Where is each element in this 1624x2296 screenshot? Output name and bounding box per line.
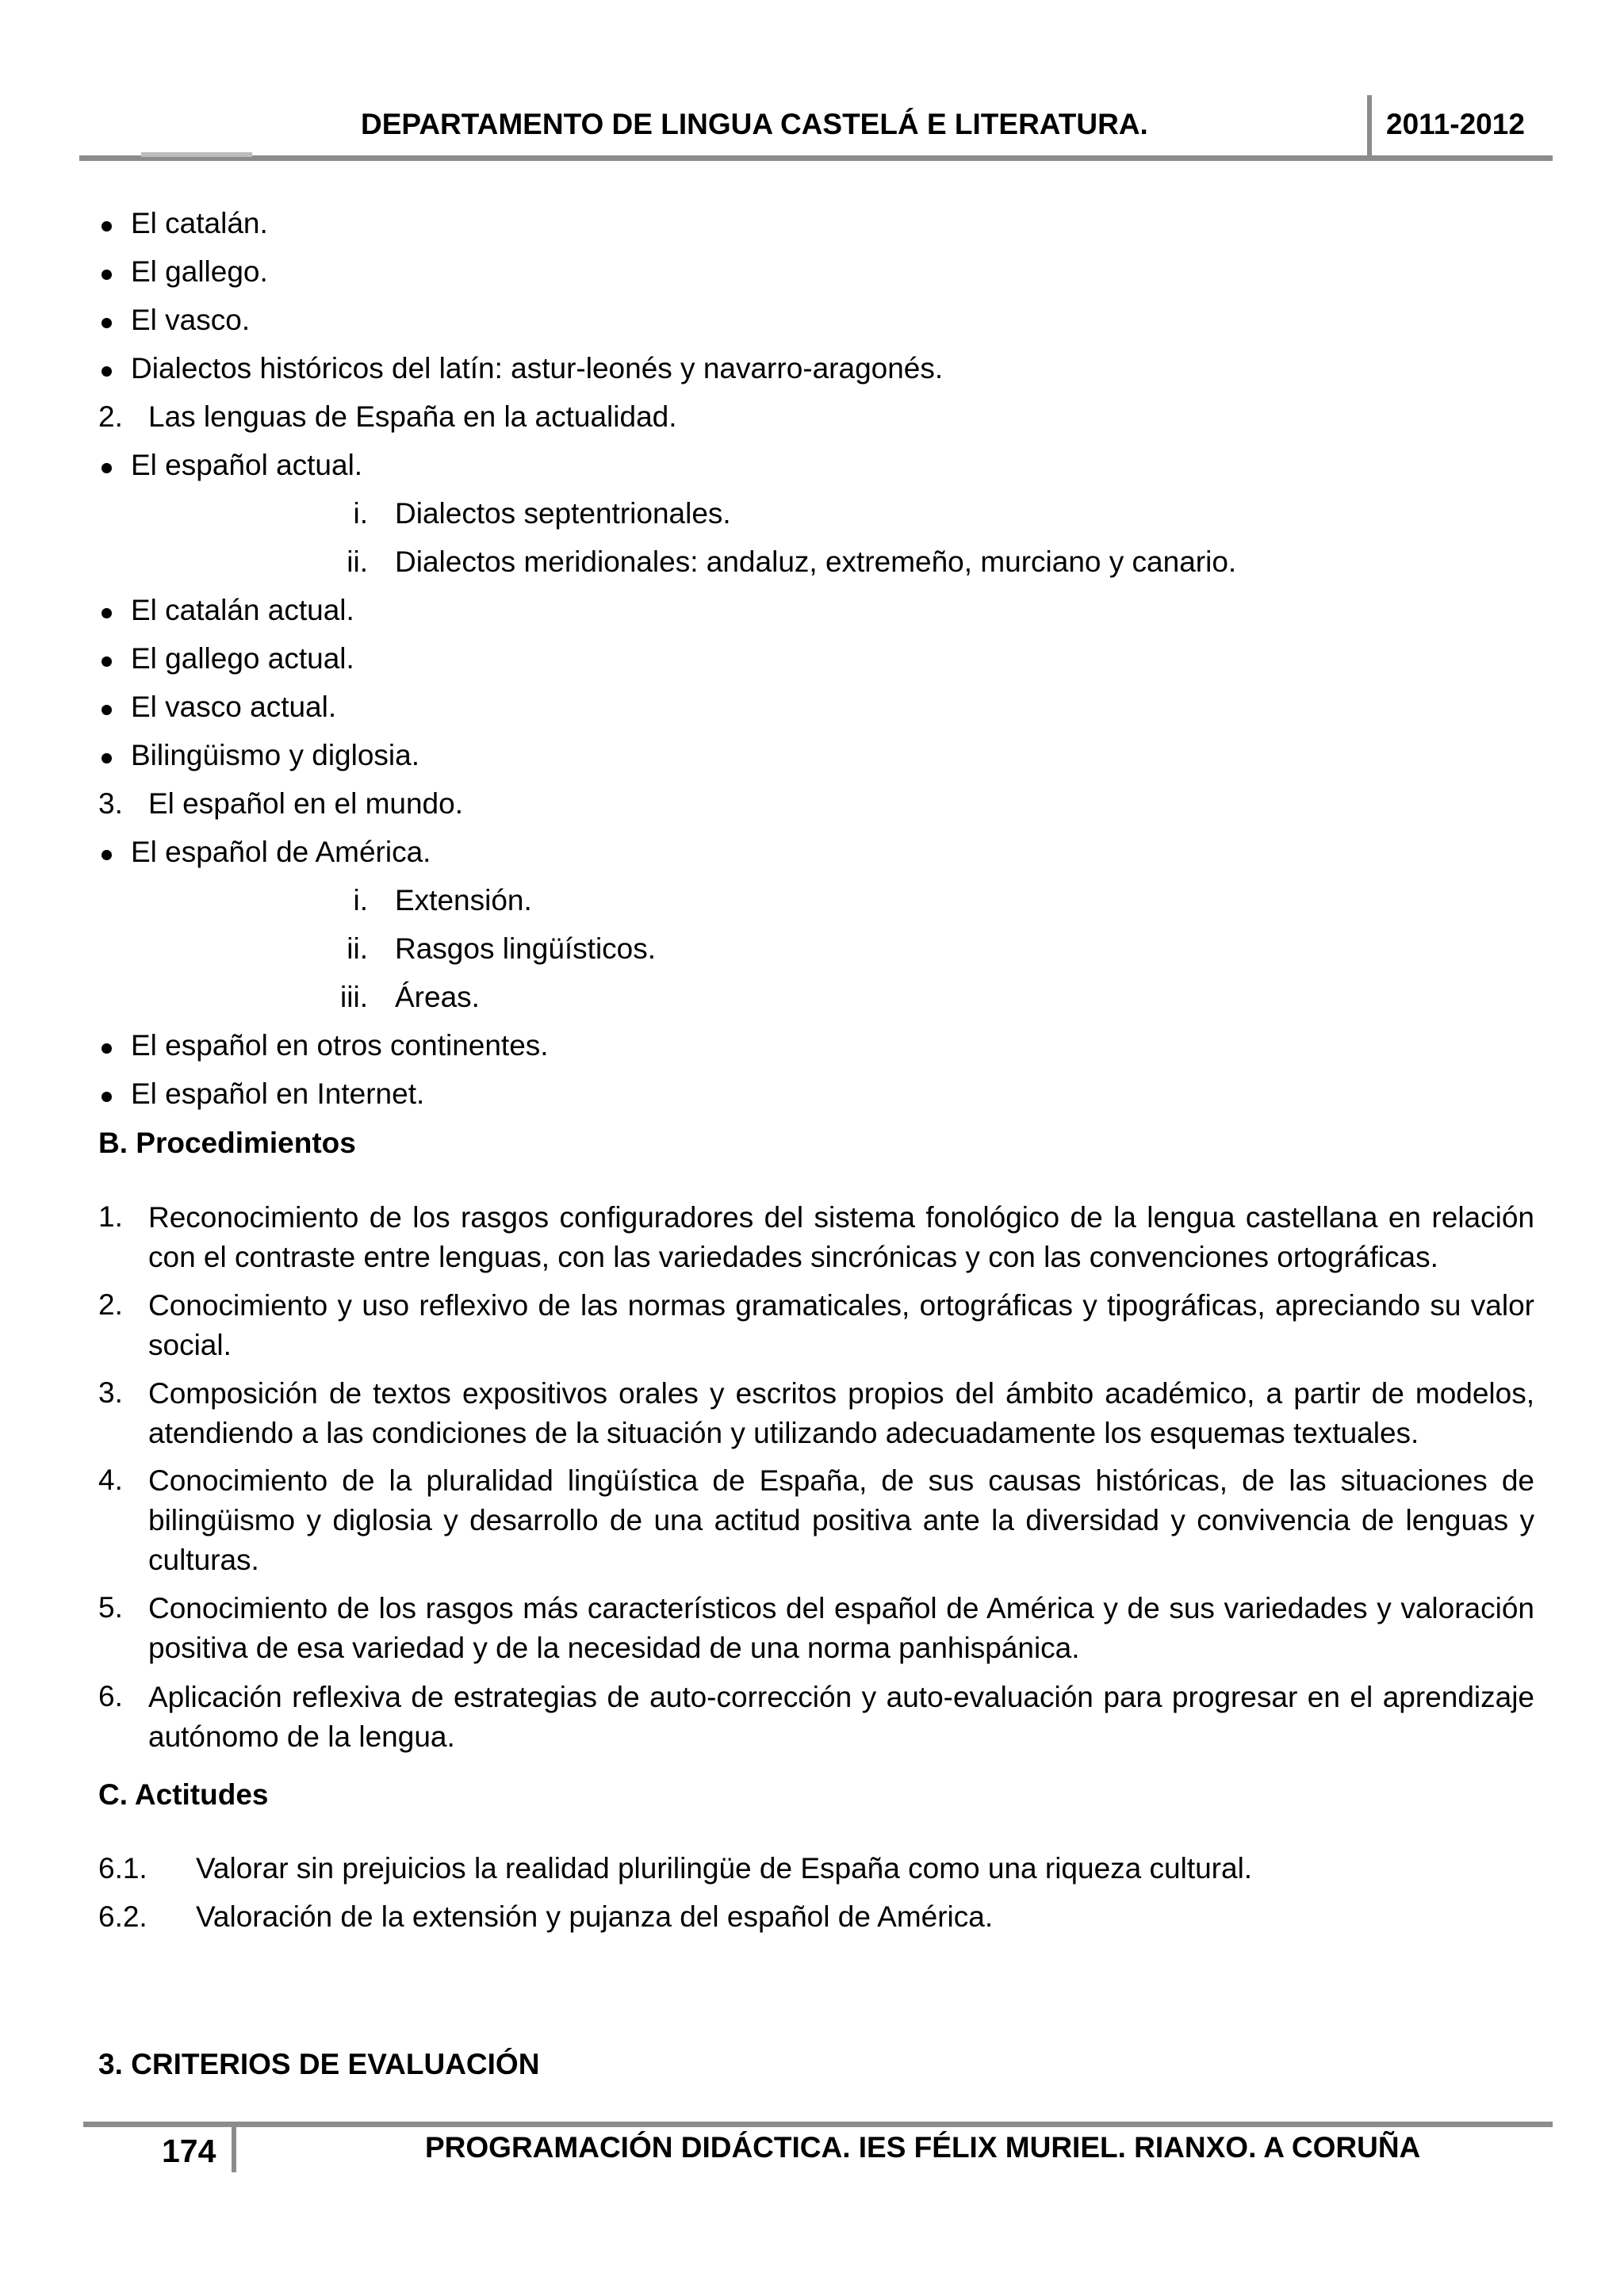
bullet-icon [102, 366, 112, 377]
section-3-heading: 3. CRITERIOS DE EVALUACIÓN [98, 2048, 540, 2080]
header-rule [79, 155, 1553, 161]
bullet-icon [102, 270, 112, 280]
bullet-icon [102, 221, 112, 232]
page-number: 174 [162, 2133, 216, 2169]
bullet-icon [102, 608, 112, 618]
footer-text: PROGRAMACIÓN DIDÁCTICA. IES FÉLIX MURIEL. RIANXO. A CORUÑA [425, 2131, 1421, 2164]
header-year: 2011-2012 [1386, 108, 1525, 140]
footer-divider [232, 2122, 236, 2172]
header-divider [1367, 95, 1372, 159]
bullet-icon [102, 1043, 112, 1054]
section-c-heading: C. Actitudes [98, 1778, 269, 1811]
bullet-icon [102, 656, 112, 667]
bullet-icon [102, 705, 112, 715]
bullet-icon [102, 463, 112, 473]
header-title: DEPARTAMENTO DE LINGUA CASTELÁ E LITERATURA. [361, 108, 1148, 140]
section-b-heading: B. Procedimientos [98, 1127, 356, 1159]
header-rule-accent [141, 152, 252, 157]
bullet-icon [102, 318, 112, 328]
bullet-icon [102, 753, 112, 763]
bullet-icon [102, 1092, 112, 1102]
footer-rule [83, 2122, 1553, 2127]
bullet-icon [102, 850, 112, 860]
